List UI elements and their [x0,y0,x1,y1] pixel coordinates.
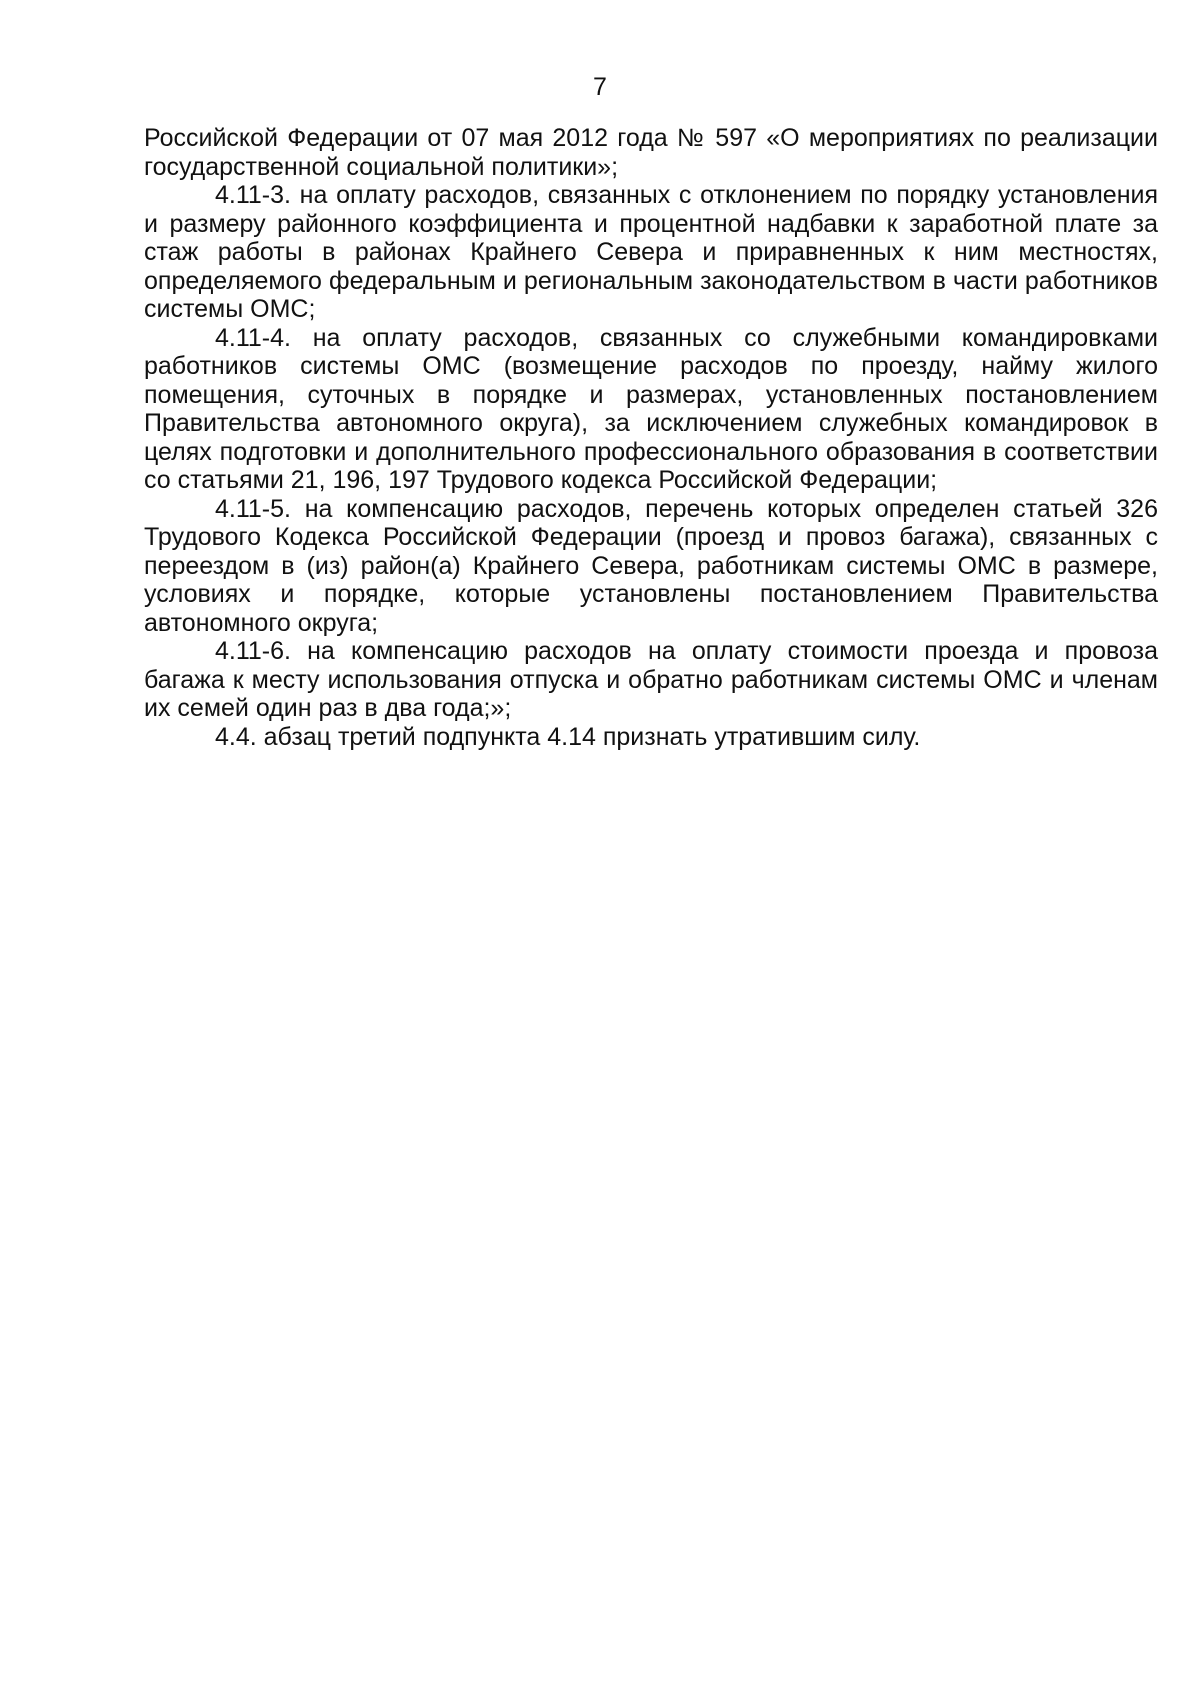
page-number: 7 [593,73,607,101]
paragraph-4-4: 4.4. абзац третий подпункта 4.14 признать утратившим силу. [215,722,921,751]
document-body [144,124,1158,751]
paragraph-continuation: Российской Федерации от 07 мая 2012 года № 597 «О мероприятиях по реализации государственной социальной политики»; [144,124,1158,181]
paragraph-4-11-4: 4.11-4. на оплату расходов, связанных со служебными командировками работников системы ОМС (возмещение расходов по проезду, найму жилого помещения, суточных в порядке и размерах, установленных постановлением Правительства автономного округа), за исключением служебных командировок в целях подготовки и дополнительного профессионального образования в соответствии со статьями 21, 196, 197 Трудового кодекса Российской Федерации; [144,323,1158,494]
paragraph-4-11-5: 4.11-5. на компенсацию расходов, перечень которых определен статьей 326 Трудового Кодекса Российской Федерации (проезд и провоз багажа), связанных с переездом в (из) район(а) Крайнего Севера, работникам системы ОМС в размере, условиях и порядке, которые установлены постановлением Правительства автономного округа; [144,494,1158,637]
paragraph-4-11-6: 4.11-6. на компенсацию расходов на оплату стоимости проезда и провоза багажа к месту использования отпуска и обратно работникам системы ОМС и членам их семей один раз в два года;»; [144,637,1158,722]
paragraph-4-11-3: 4.11-3. на оплату расходов, связанных с отклонением по порядку установления и размеру районного коэффициента и процентной надбавки к заработной плате за стаж работы в районах Крайнего Севера и приравненных к ним местностях, определяемого федеральным и региональным законодательством в части работников системы ОМС; [144,181,1158,323]
